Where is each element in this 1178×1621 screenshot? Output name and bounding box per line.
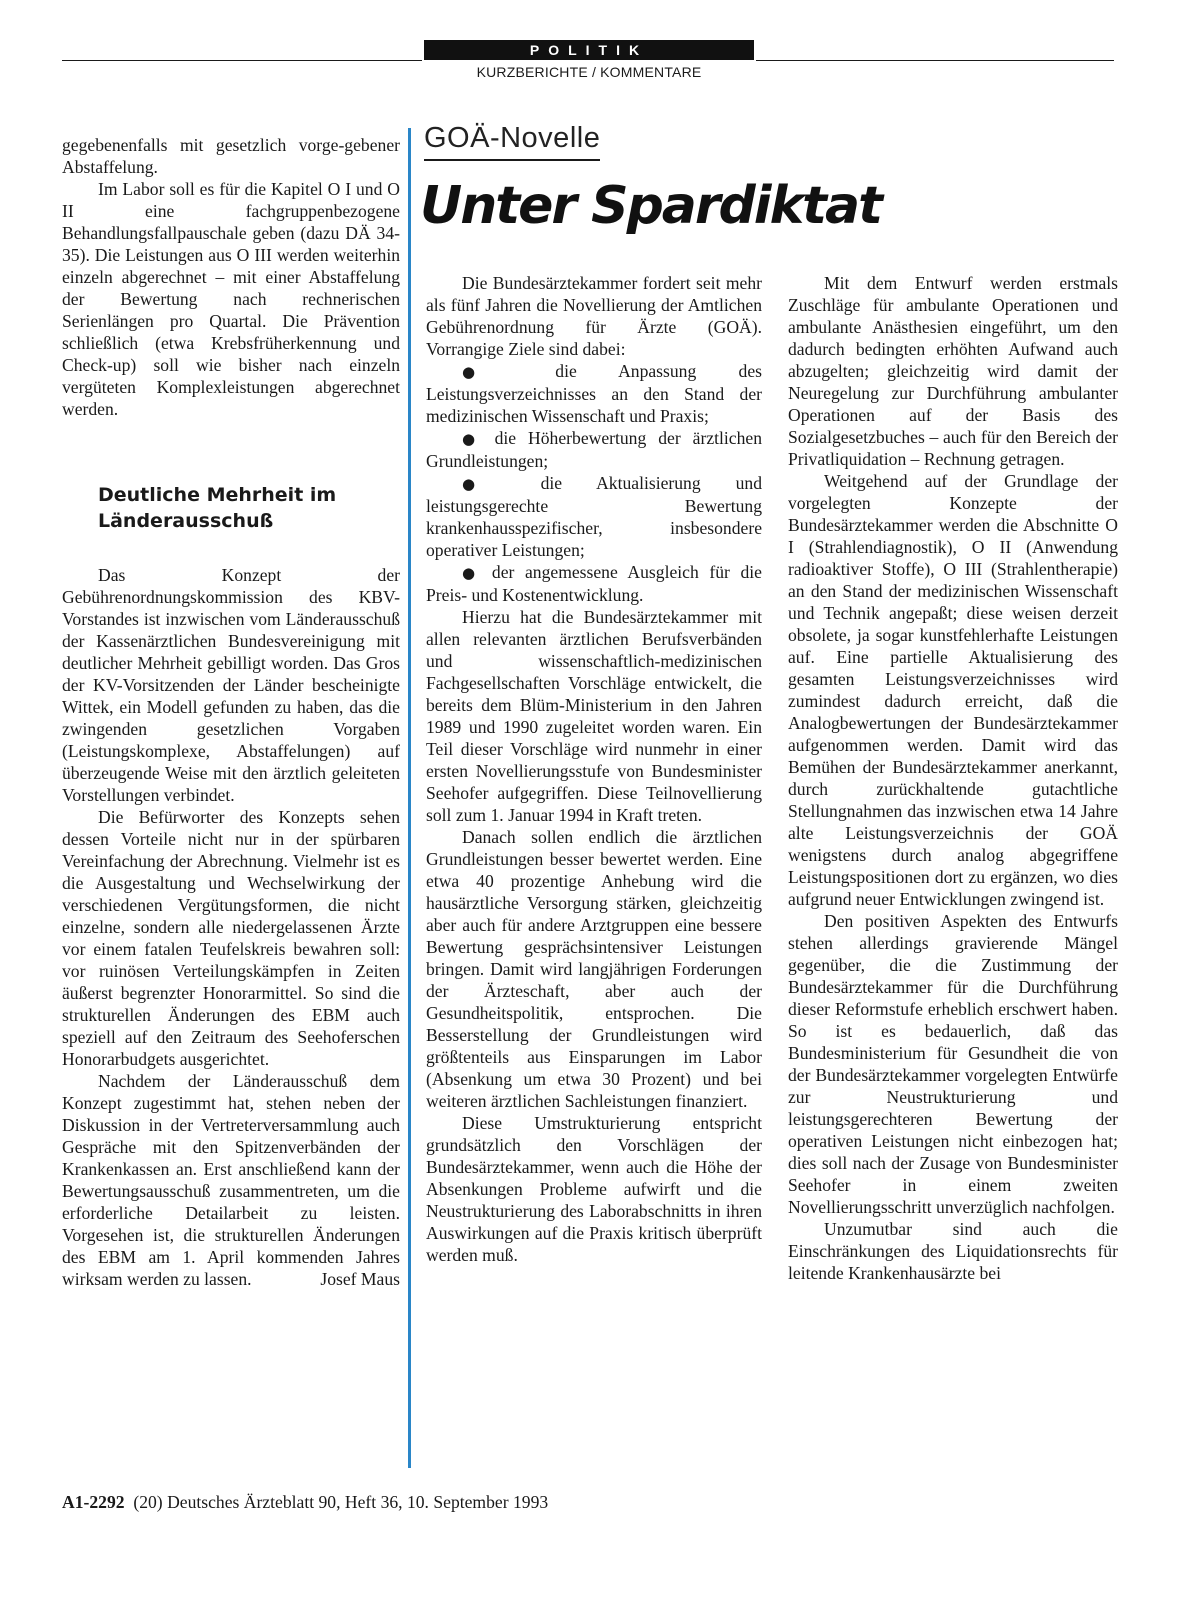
bullet-item: ● der angemessene Ausgleich für die Preis- und Kostenentwicklung. [426,562,762,605]
column-middle [426,272,762,1266]
page-code: A1-2292 [62,1492,125,1512]
bullet-icon: ● [462,475,506,493]
paragraph: Das Konzept der Gebührenordnungskommission des KBV-Vorstandes ist inzwischen vom Länderausschuß der Kassenärztlichen Bundesvereinigung mit deutlicher Mehrheit gebilligt worden. Das Gros der KV-Vorsitzenden der Länder bescheinigte Wittek, ein Modell gefunden zu haben, das die zwingenden gesetzlichen Vorgaben (Leistungskomplexe, Abstaffelungen) auf überzeugende Weise mit den ärztlich geleiteten Vorstellungen verbindet. [62,565,400,805]
column-right [788,272,1118,1284]
paragraph [62,1070,400,1290]
paragraph: Den positiven Aspekten des Entwurfs stehen allerdings gravierende Mängel gegenüber, die die Zustimmung der Bundesärztekammer für die Durchführung dieser Reformstufe erheblich erschwert haben. So ist es bedauerlich, daß das Bundesministerium für Gesundheit die von der Bundesärztekammer vorgelegten Entwürfe zur Neustrukturierung und leistungsgerechteren Bewertung der operativen Leistungen nicht einbezogen hat; dies soll nach der Zusage von Bundesminister Seehofer in einem zweiten Novellierungsschritt unverzüglich nachfolgen. [788,911,1118,1217]
paragraph: Die Bundesärztekammer fordert seit mehr als fünf Jahren die Novellierung der Amtlichen Gebührenordnung für Ärzte (GOÄ). Vorrangige Ziele sind dabei: [426,273,762,359]
page-footer [62,1492,548,1513]
bullet-icon: ● [462,564,482,582]
paragraph: Danach sollen endlich die ärztlichen Grundleistungen besser bewertet werden. Eine etwa 40 prozentige Anhebung wird die hausärztliche Versorgung stärken, gleichzeitig aber auch für andere Arztgruppen eine bessere Bewertung gesprächsintensiver Leistungen bringen. Damit wird langjährigen Forderungen der Ärzteschaft, aber auch der Gesundheitspolitik, entsprochen. Die Besserstellung der Grundleistungen wird größtenteils aus Einsparungen im Labor (Absenkung um etwa 30 Prozent) und bei weiteren ärztlichen Sachleistungen finanziert. [426,827,762,1111]
paragraph: Im Labor soll es für die Kapitel O I und O II eine fachgruppenbezogene Behandlungsfallpauschale geben (dazu DÄ 34-35). Die Leistungen aus O III werden weiterhin einzeln abgerechnet – mit einer Abstaffelung der Bewertung nach rechnerischen Serienlängen pro Quartal. Die Prävention schließlich (etwa Krebsfrüherkennung und Check-up) soll wie bisher nach einzeln vergüteten Komplexleistungen abgerechnet werden. [62,179,400,419]
paragraph: Weitgehend auf der Grundlage der vorgelegten Konzepte der Bundesärztekammer werden die Abschnitte O I (Strahlendiagnostik), O II (Anwendung radioaktiver Stoffe), O III (Strahlentherapie) an den Stand der medizinischen Wissenschaft und Technik angepaßt; diese weisen derzeit obsolete, ja sogar kunstfehlerhafte Leistungen auf. Eine partielle Aktualisierung des gesamten Leistungsverzeichnisses wird zumindest dadurch erreicht, daß die Analogbewertungen der Bundesärztekammer aufgenommen werden. Damit wird das Bemühen der Bundesärztekammer anerkannt, durch zurückhaltende gutachtliche Stellungnahmen das inzwischen etwa 14 Jahre alte Leistungsverzeichnis der GOÄ wenigstens durch analog abgegriffene Leistungspositionen dort zu ergänzen, wo dies aufgrund neuer Entwicklungen zwingend ist. [788,471,1118,909]
subsection-label: KURZBERICHTE / KOMMENTARE [476,64,702,80]
column-left [62,134,400,1290]
bullet-item: ● die Anpassung des Leistungsverzeichnisses an den Stand der medizinischen Wissenschaft und Praxis; [426,361,762,426]
article-headline: Unter Spardiktat [420,176,881,236]
citation: (20) Deutsches Ärzteblatt 90, Heft 36, 10. September 1993 [133,1492,549,1512]
paragraph: Hierzu hat die Bundesärztekammer mit allen relevanten ärztlichen Berufsverbänden und wissenschaftlich-medizinischen Fachgesellschaften Vorschläge entwickelt, die bereits dem Blüm-Ministerium in den Jahren 1989 und 1990 zugeleitet worden waren. Ein Teil dieser Vorschläge wird nunmehr in einer ersten Novellierungsstufe von Bundesminister Seehofer aufgegriffen. Diese Teilnovellierung soll zum 1. Januar 1994 in Kraft treten. [426,607,762,825]
author-signature: Josef Maus [320,1269,400,1289]
paragraph-text: Nachdem der Länderausschuß dem Konzept zugestimmt hat, stehen neben der Diskussion in der Vertreterversammlung auch Gespräche mit den Spitzenverbänden der Krankenkassen an. Erst anschließend kann der Bewertungsausschuß zusammentreten, um die erforderliche Detailarbeit zu leisten. Vorgesehen ist, die strukturellen Änderungen des EBM am 1. April kommenden Jahres wirksam werden zu lassen. [62,1071,400,1289]
paragraph: Die Befürworter des Konzepts sehen dessen Vorteile nicht nur in der spürbaren Vereinfachung der Abrechnung. Vielmehr ist es die Ausgestaltung und Wechselwirkung der verschiedenen Vergütungsformen, die nicht einzelne, sondern alle niedergelassenen Ärzte vor einem fatalen Teufelskreis bewahren soll: vor ruinösen Verteilungskämpfen in Zeiten äußerst begrenzter Honorarmittel. So sind die strukturellen Änderungen des EBM auch speziell auf den Zeitraum des Seehoferschen Honorarbudgets ausgerichtet. [62,807,400,1069]
section-label: POLITIK [424,40,754,60]
paragraph: Mit dem Entwurf werden erstmals Zuschläge für ambulante Operationen und ambulante Anästhesien eingeführt, um den dadurch bedingten erhöhten Aufwand auch abzugelten; gleichzeitig wird damit der Neuregelung zur Durchführung ambulanter Operationen auf der Basis des Sozialgesetzbuches – auch für den Bereich der Privatliquidation – Rechnung getragen. [788,273,1118,469]
bullet-icon: ● [462,363,513,381]
header-rule-right [756,60,1114,61]
article-accent-rule [408,128,411,1468]
bullet-item: ● die Höherbewertung der ärztlichen Grundleistungen; [426,428,763,471]
bullet-item: ● die Aktualisierung und leistungsgerechte Bewertung krankenhausspezifischer, insbesondere operativer Leistungen; [426,473,762,560]
bullet-icon: ● [462,430,483,448]
header-rule-left [62,60,422,61]
paragraph: gegebenenfalls mit gesetzlich vorge-gebener Abstaffelung. [62,135,400,177]
paragraph: Diese Umstrukturierung entspricht grundsätzlich den Vorschlägen der Bundesärztekammer, wenn auch die Höhe der Absenkungen Probleme aufwirft und die Neustrukturierung des Laborabschnitts in ihren Auswirkungen auf die Praxis kritisch überprüft werden muß. [426,1113,762,1265]
article-kicker: GOÄ-Novelle [424,122,600,161]
paragraph: Unzumutbar sind auch die Einschränkungen des Liquidationsrechts für leitende Krankenhausärzte bei [788,1219,1118,1283]
subheading: Deutliche Mehrheit im Länderausschuß [98,484,337,532]
